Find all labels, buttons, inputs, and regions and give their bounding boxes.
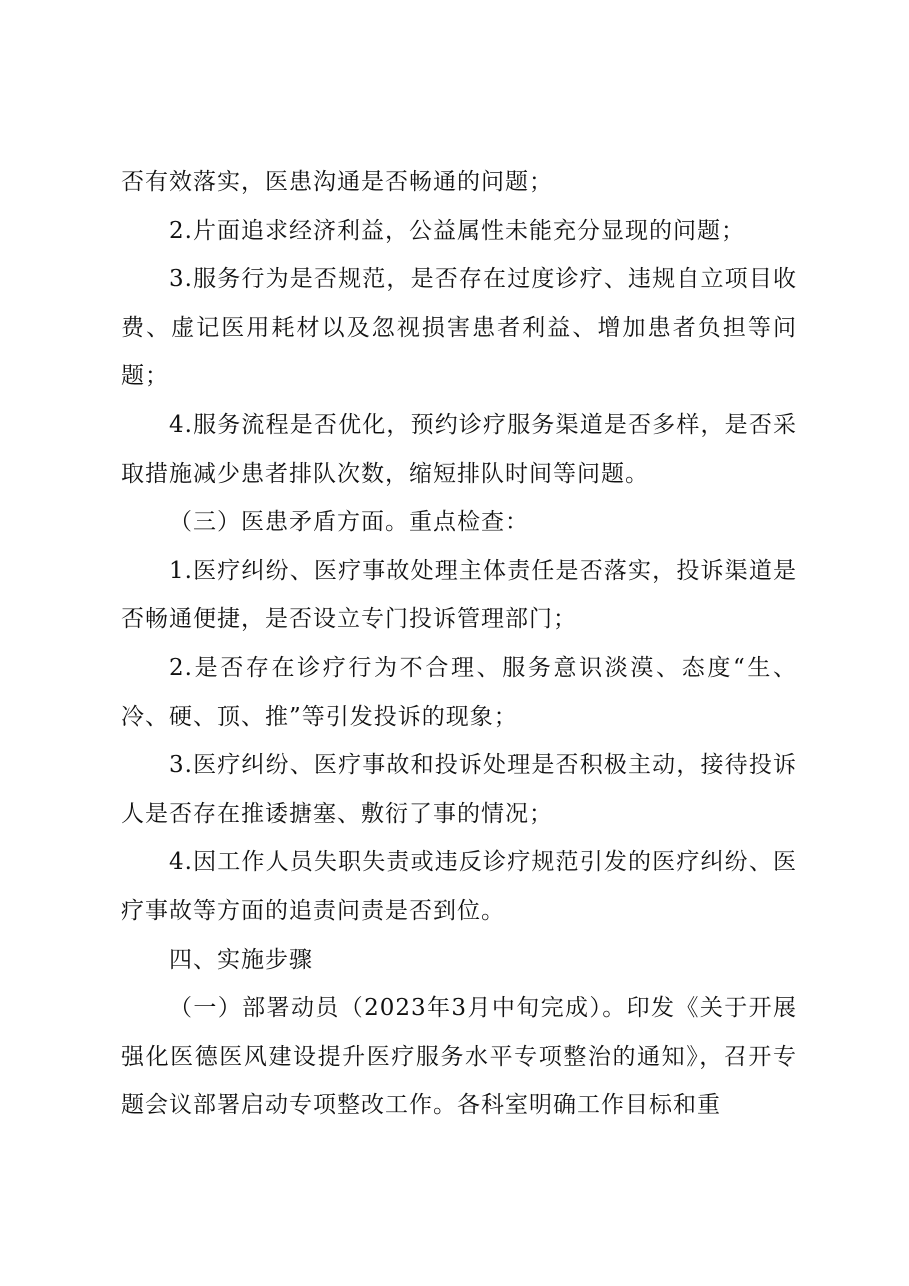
paragraph-item-unreasonable-behavior: 2.是否存在诊疗行为不合理、服务意识淡漠、态度“生、冷、硬、顶、推”等引发投诉的现象； — [121, 654, 797, 730]
paragraph-item-complaint-handling: 3.医疗纠纷、医疗事故和投诉处理是否积极主动，接待投诉人是否存在推诿搪塞、敷衍了事的情况； — [121, 752, 797, 827]
section-heading-doctor-patient-conflict: （三）医患矛盾方面。重点检查： — [169, 509, 529, 536]
paragraph-item-economic-interest: 2.片面追求经济利益，公益属性未能充分显现的问题； — [169, 217, 745, 244]
section-heading-implementation-steps: 四、实施步骤 — [169, 946, 313, 973]
document-body — [121, 158, 797, 1130]
paragraph-item-service-process: 4.服务流程是否优化，预约诊疗服务渠道是否多样，是否采取措施减少患者排队次数，缩短排队时间等问题。 — [121, 411, 797, 487]
paragraph-item-accountability: 4.因工作人员失职失责或违反诊疗规范引发的医疗纠纷、医疗事故等方面的追责问责是否到位。 — [121, 849, 797, 924]
paragraph-deployment-mobilization: （一）部署动员（2023年3月中旬完成）。印发《关于开展强化医德医风建设提升医疗服务水平专项整治的通知》，召开专题会议部署启动专项整改工作。各科室明确工作目标和重 — [121, 995, 797, 1119]
paragraph-item-dispute-responsibility: 1.医疗纠纷、医疗事故处理主体责任是否落实，投诉渠道是否畅通便捷，是否设立专门投诉管理部门； — [121, 557, 797, 633]
paragraph-continuation: 否有效落实，医患沟通是否畅通的问题； — [121, 169, 553, 195]
paragraph-item-service-behavior: 3.服务行为是否规范，是否存在过度诊疗、违规自立项目收费、虚记医用耗材以及忽视损害患者利益、增加患者负担等问题； — [121, 266, 797, 390]
